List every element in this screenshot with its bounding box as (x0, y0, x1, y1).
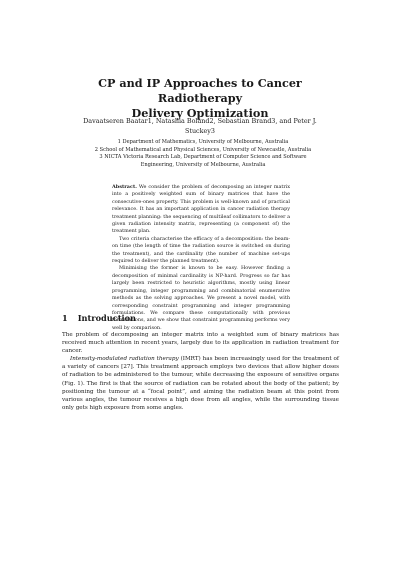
abstract-paragraph-2: Two criteria characterise the efficacy of a decomposition: the beam-on time (the length of time the radiation source is switched on during the treatment), and the cardinality (the number of machine set-ups required to deliver the planned treatment). (112, 235, 290, 265)
affiliation-3-cont: Engineering, University of Melbourne, Australia (140, 161, 266, 168)
intro-paragraph-1: The problem of decomposing an integer matrix into a weighted sum of binary matrices has received much attention in recent years, largely due to its application in radiation treatment for cancer. (62, 332, 339, 355)
affiliation-2: 2 School of Mathematical and Physical Sciences, University of Newcastle, Australia (94, 146, 312, 153)
title-line-1: CP and IP Approaches to Cancer Radiotherapy (98, 76, 302, 105)
authors-line-2: Stuckey3 (185, 126, 215, 135)
section-number: 1 (62, 313, 68, 323)
abstract-paragraph-3: Minimising the former is known to be easy. However finding a decomposition of minimal cardinality is NP-hard. Progress so far has largely been restricted to heuristic algorithms, mostly using linear programming, integer programming and combinatorial enumerative methods as the solving approaches. We present a novel model, with corresponding constraint programming and integer programming formulations. We compare these computationally with previous formulations, and we show that constraint programming performs very well by comparison. (112, 265, 290, 331)
intro-paragraph-2-text: (IMRT) has been increasingly used for the treatment of a variety of cancers [27]. This treatment approach employs two devices that allow higher doses of radiation to be administered to the tumour, while decreasing the exposure of sensitive organs (Fig. 1). The first is that the source of radiation can be rotated about the body of the patient; by positioning the tumour at a “focal point”, and aiming the radiation beam at this point from various angles, the tumour receives a high dose from all angles, while the surrounding tissue only gets high exposure from some angles. (62, 356, 339, 411)
authors-line-1: Davaatseren Baatar1, Natashia Boland2, Sebastian Brand3, and Peter J. (83, 117, 317, 125)
author-list (70, 117, 330, 136)
imrt-term: Intensity-modulated radiation therapy (70, 356, 179, 363)
abstract (112, 184, 290, 332)
section-title: Introduction (77, 313, 137, 323)
affiliation-3: 3 NICTA Victoria Research Lab, Department of Computer Science and Software (99, 154, 307, 160)
abstract-label: Abstract. (112, 184, 137, 190)
title-line-2: Delivery Optimization (131, 106, 269, 120)
intro-paragraph-2 (62, 355, 339, 412)
abstract-paragraph-1 (112, 184, 290, 236)
introduction-body (62, 331, 339, 412)
section-heading (62, 313, 146, 323)
affiliations (78, 139, 328, 169)
abstract-text-1: We consider the problem of decomposing an integer matrix into a positively weighted sum of binary matrices that have the consecutive-ones property. This problem is well-known and of practical relevance. It has an important application in cancer radiation therapy treatment planning: the sequencing of multileaf collimators to deliver a given radiation intensity matrix, representing (a component of) the treatment plan. (112, 184, 290, 235)
paper-title (60, 76, 340, 121)
affiliation-1: 1 Department of Mathematics, University of Melbourne, Australia (117, 139, 289, 145)
